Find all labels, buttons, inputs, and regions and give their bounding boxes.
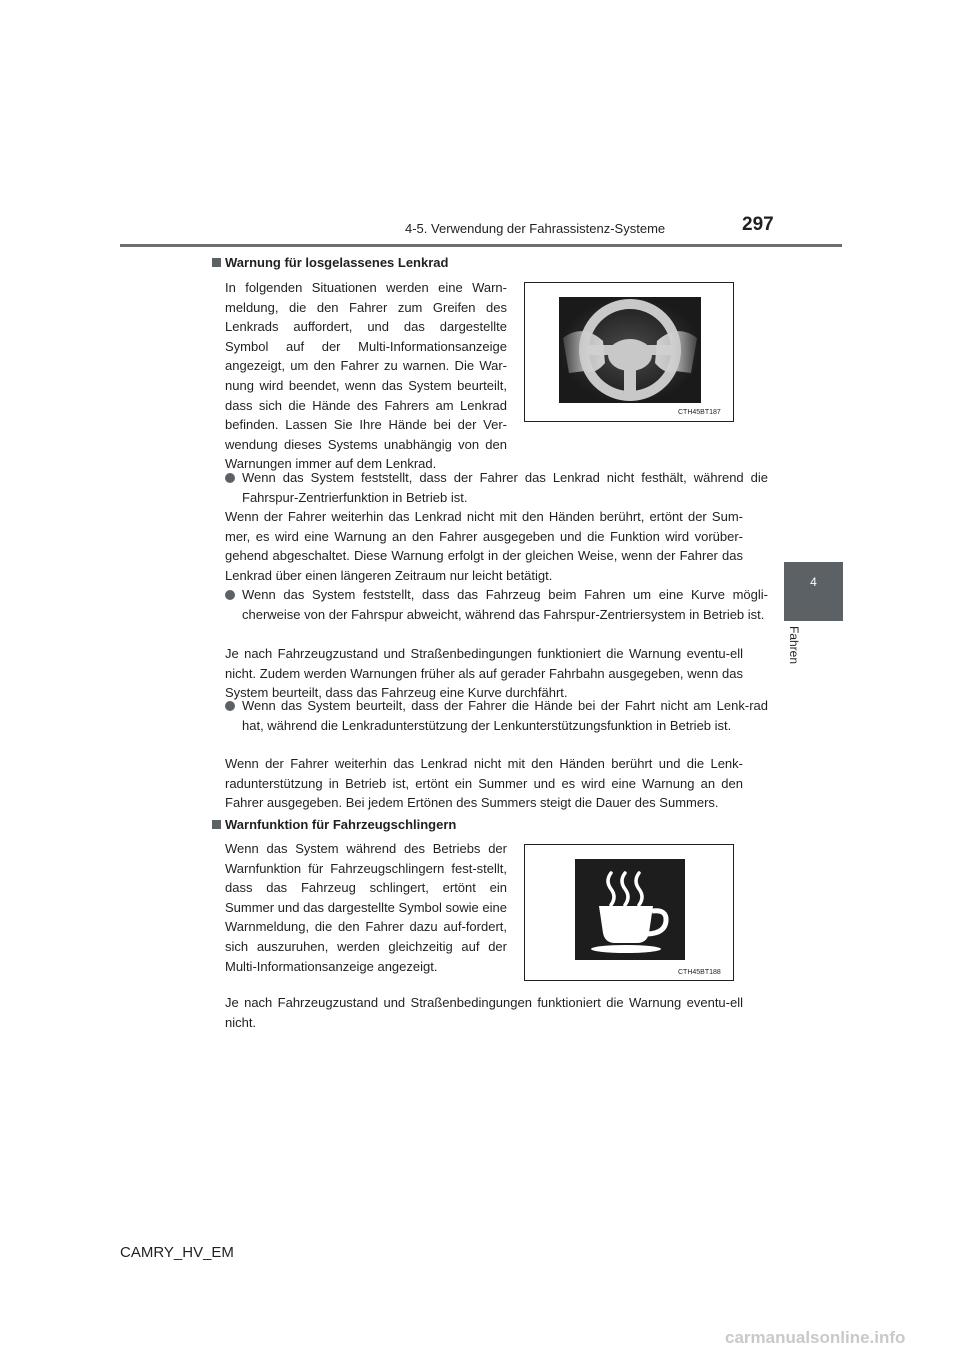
header-section-title: 4-5. Verwendung der Fahrassistenz-Systeme [405,221,666,236]
header-divider [120,244,842,247]
section2-intro: Wenn das System während des Betriebs der Warnfunktion für Fahrzeugschlingern fest-stellt, dass das Fahrzeug schlingert, ertönt ein Summer und das dargestellte Symbol sowie eine Warnmeldung, die den Fahrer dazu auf-fordert, sich auszuruhen, werden gleichzeitig auf der Multi-Informationsanzeige angezeigt. [225,841,507,974]
section-heading-1-text: Warnung für losgelassenes Lenkrad [225,255,449,270]
paragraph-4: Je nach Fahrzeugzustand und Straßenbedingungen funktioniert die Warnung eventu-ell nicht. [225,995,743,1030]
bullet-item-2 [225,585,768,624]
figure-code-1: CTH45BT187 [678,409,721,416]
coffee-cup-icon [525,845,733,980]
section-heading-1 [212,255,448,270]
chapter-tab-number: 4 [810,575,817,589]
heading-square-icon [212,820,221,829]
bullet-dot-icon [225,590,235,600]
chapter-tab [784,562,843,621]
figure-coffee-cup [524,844,734,981]
bullet-item-3 [225,696,768,735]
section1-intro: In folgenden Situationen werden eine Warn-meldung, die den Fahrer zum Greifen des Lenkrads auffordert, und das dargestellte Symbol auf der Multi-Informationsanzeige angezeigt, um den Fahrer zu warnen. Die War-nung wird beendet, wenn das System beurteilt, dass sich die Hände des Fahrers am Lenkrad befinden. Lassen Sie Ihre Hände bei der Ver-wendung dieses Systems unabhängig von den Warnungen immer auf dem Lenkrad. [225,280,507,472]
bullet-item-3-text: Wenn das System beurteilt, dass der Fahrer die Hände bei der Fahrt nicht am Lenk-rad hat, während die Lenkradunterstützung der Lenkunterstützungsfunktion in Betrieb ist. [242,698,768,733]
figure-code-2: CTH45BT188 [678,969,721,976]
chapter-tab-label-wrap [781,626,809,676]
paragraph-3: Wenn der Fahrer weiterhin das Lenkrad nicht mit den Händen berührt und die Lenk-radunterstützung in Betrieb ist, ertönt ein Summer und es wird eine Warnung an den Fahrer ausgegeben. Bei jedem Ertönen des Summers steigt die Dauer des Summers. [225,756,743,811]
section-heading-2 [212,817,456,832]
footer-model-code: CAMRY_HV_EM [120,1244,234,1261]
watermark: carmanualsonline.info [725,1328,906,1347]
heading-square-icon [212,258,221,267]
bullet-item-2-text: Wenn das System feststellt, dass das Fahrzeug beim Fahren um eine Kurve mögli-cherweise von der Fahrspur abweicht, während das Fahrspur-Zentriersystem in Betrieb ist. [242,587,768,622]
section-heading-2-text: Warnfunktion für Fahrzeugschlingern [225,817,457,832]
bullet-dot-icon [225,473,235,483]
chapter-tab-label: Fahren [787,626,801,665]
bullet-item-1 [225,468,768,507]
figure-steering-wheel [524,282,734,422]
bullet-item-1-text: Wenn das System feststellt, dass der Fahrer das Lenkrad nicht festhält, während die Fahrspur-Zentrierfunktion in Betrieb ist. [242,470,768,505]
steering-wheel-hands-icon [525,283,733,421]
bullet-dot-icon [225,701,235,711]
paragraph-1: Wenn der Fahrer weiterhin das Lenkrad nicht mit den Händen berührt, ertönt der Sum-mer, es wird eine Warnung an den Fahrer ausgegeben und die Funktion wird vorüber-gehend abgeschaltet. Diese Warnung erfolgt in der gleichen Weise, wenn der Fahrer das Lenkrad über einen längeren Zeitraum nur leicht betätigt. [225,509,743,583]
page-number: 297 [742,214,774,235]
paragraph-2: Je nach Fahrzeugzustand und Straßenbedingungen funktioniert die Warnung eventu-ell nicht. Zudem werden Warnungen früher als auf gerader Fahrbahn ausgegeben, wenn das System beurteilt, dass das Fahrzeug eine Kurve durchfährt. [225,646,743,701]
